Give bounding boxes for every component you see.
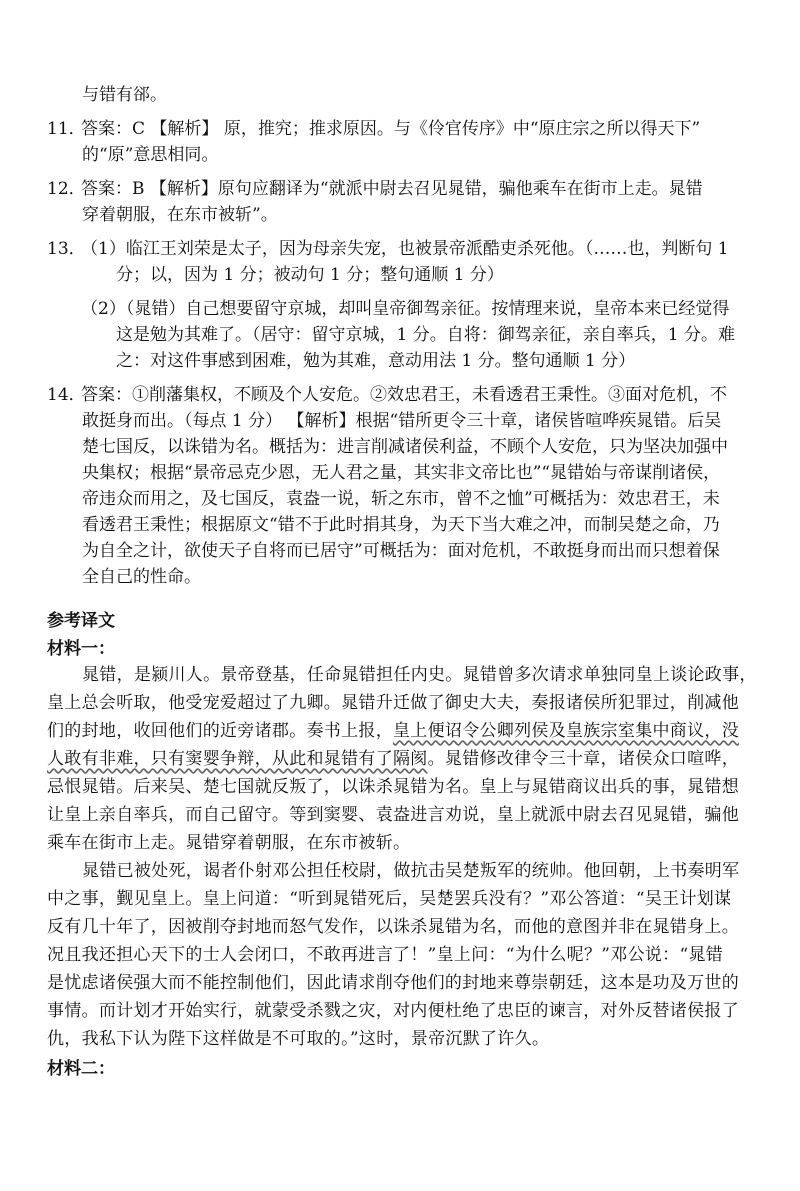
q12-answer-line2: 穿着朝服，在东市被斩”。 bbox=[82, 205, 278, 225]
q12-line bbox=[47, 177, 703, 201]
m1-p1-line5: 忌恨晁错。后来吴、楚七国就反叛了，以诛杀晁错为名。皇上与晁错商议出兵的事，晁错想 bbox=[47, 777, 739, 797]
q14-line bbox=[47, 383, 727, 407]
m1-p1-line3-text: 们的封地，收回他们的近旁诸郡。奏书上报， bbox=[47, 721, 393, 741]
m1-p1-line6: 让皇上亲自率兵，而自己留守。等到窦婴、袁盎进言劝说，皇上就派中尉去召见晁错，骗他 bbox=[47, 805, 739, 825]
m1-p1-line7: 乘车在街市上走。晁错穿着朝服，在东市被斩。 bbox=[47, 833, 411, 853]
m1-p1-line2: 皇上总会听取，他受宠爱超过了九卿。晁错升迁做了御史大夫，奏报诸侯所犯罪过，削减他 bbox=[47, 693, 739, 713]
translation-heading: 参考译文 bbox=[47, 611, 115, 631]
q13-number: 13． bbox=[47, 239, 86, 259]
material1-label: 材料一： bbox=[47, 639, 115, 659]
m1-p2-line2: 中之事，觐见皇上。皇上问道：“听到晁错死后，吴楚罢兵没有？”邓公答道：“吴王计划谋 bbox=[47, 889, 732, 909]
q13-part2-line2: 这是勉为其难了。（居守：留守京城，1 分。自将：御驾亲征，亲自率兵，1 分。难 bbox=[116, 325, 735, 345]
m1-p1-line3 bbox=[47, 719, 739, 743]
q13-part1-line1: （1）临江王刘荣是太子，因为母亲失宠，也被景帝派酷吏杀死他。（……也，判断句 1 bbox=[81, 239, 729, 259]
m1-p2-line4: 况且我还担心天下的士人会闭口，不敢再进言了！”皇上问：“为什么呢？”邓公说：“晁错 bbox=[47, 945, 724, 965]
q14-answer-line8: 全自己的性命。 bbox=[82, 567, 201, 587]
q14-answer-line1: 答案：①削藩集权，不顾及个人安危。②效忠君王，未看透君王秉性。③面对危机，不 bbox=[81, 385, 727, 405]
m1-p1-line3-underlined: 皇上便诏令公卿列侯及皇族宗室集中商议，没 bbox=[393, 721, 739, 741]
q14-answer-line2: 敢挺身而出。（每点 1 分） 【解析】根据“错所更令三十章，诸侯皆喧哗疾晁错。后吴 bbox=[82, 411, 722, 431]
q11-answer-line2: 的“原”意思相同。 bbox=[82, 145, 219, 165]
q11-answer-line1: 答案：C 【解析】 原，推究；推求原因。与《伶官传序》中“原庄宗之所以得天下” bbox=[81, 119, 701, 139]
q14-answer-line7: 为自全之计，欲使天子自将而已居守”可概括为：面对危机，不敢挺身而出而只想着保 bbox=[82, 541, 720, 561]
q11-line bbox=[47, 117, 700, 141]
m1-p2-line1: 晁错已被处死，谒者仆射邓公担任校尉，做抗击吴楚叛军的统帅。他回朝，上书奏明军 bbox=[82, 861, 740, 881]
q12-answer-line1: 答案：B 【解析】原句应翻译为“就派中尉去召见晁错，骗他乘车在街市上走。晁错 bbox=[81, 179, 703, 199]
m1-p2-line7: 仇，我私下认为陛下这样做是不可取的。”这时，景帝沉默了许久。 bbox=[47, 1029, 550, 1049]
m1-p2-line5: 是忧虑诸侯强大而不能控制他们，因此请求削夺他们的封地来尊崇朝廷，这本是功及万世的 bbox=[47, 973, 739, 993]
m1-p1-line1: 晁错，是颍川人。景帝登基，任命晁错担任内史。晁错曾多次请求单独同皇上谈论政事， bbox=[82, 665, 757, 685]
m1-p2-line6: 事情。而计划才开始实行，就蒙受杀戮之灾，对内便杜绝了忠臣的谏言，对外反替诸侯报了 bbox=[47, 1001, 739, 1021]
q14-answer-line5: 帝违众而用之，及七国反，袁盎一说，斩之东市，曾不之恤”可概括为：效忠君王，未 bbox=[82, 489, 720, 509]
m1-p2-line3: 反有几十年了，因被削夺封地而怒气发作，以诛杀晁错为名，而他的意图并非在晁错身上。 bbox=[47, 917, 739, 937]
m1-p1-line4-text: 。晁错修改律令三十章，诸侯众口喧哗， bbox=[427, 749, 740, 769]
m1-p1-line4-underlined: 人敢有非难，只有窦婴争辩，从此和晁错有了隔阂 bbox=[47, 749, 428, 769]
q13-part1-line2: 分；以，因为 1 分；被动句 1 分；整句通顺 1 分） bbox=[116, 265, 504, 285]
q11-number: 11． bbox=[47, 119, 86, 139]
q13-part2-line1: （2）（晁错）自己想要留守京城，却叫皇帝御驾亲征。按情理来说，皇帝本来已经觉得 bbox=[81, 299, 730, 319]
q13-part2-line3: 之：对这件事感到困难，勉为其难，意动用法 1 分。整句通顺 1 分） bbox=[116, 351, 636, 371]
q14-answer-line3: 楚七国反，以诛错为名。概括为：进言削减诸侯利益，不顾个人安危，只为坚决加强中 bbox=[82, 437, 728, 457]
m1-p1-line4 bbox=[47, 747, 739, 771]
material2-label: 材料二： bbox=[47, 1059, 115, 1079]
q12-number: 12． bbox=[47, 179, 86, 199]
q14-answer-line4: 央集权；根据“景帝忌克少恩，无人君之量，其实非文帝比也”“晁错始与帝谋削诸侯， bbox=[82, 463, 721, 483]
q10-tail: 与错有郤。 bbox=[82, 85, 167, 105]
q14-answer-line6: 看透君王秉性；根据原文“错不于此时捐其身，为天下当大难之冲，而制吴楚之命，乃 bbox=[82, 515, 720, 535]
q14-number: 14． bbox=[47, 385, 86, 405]
q13-line bbox=[47, 237, 729, 261]
